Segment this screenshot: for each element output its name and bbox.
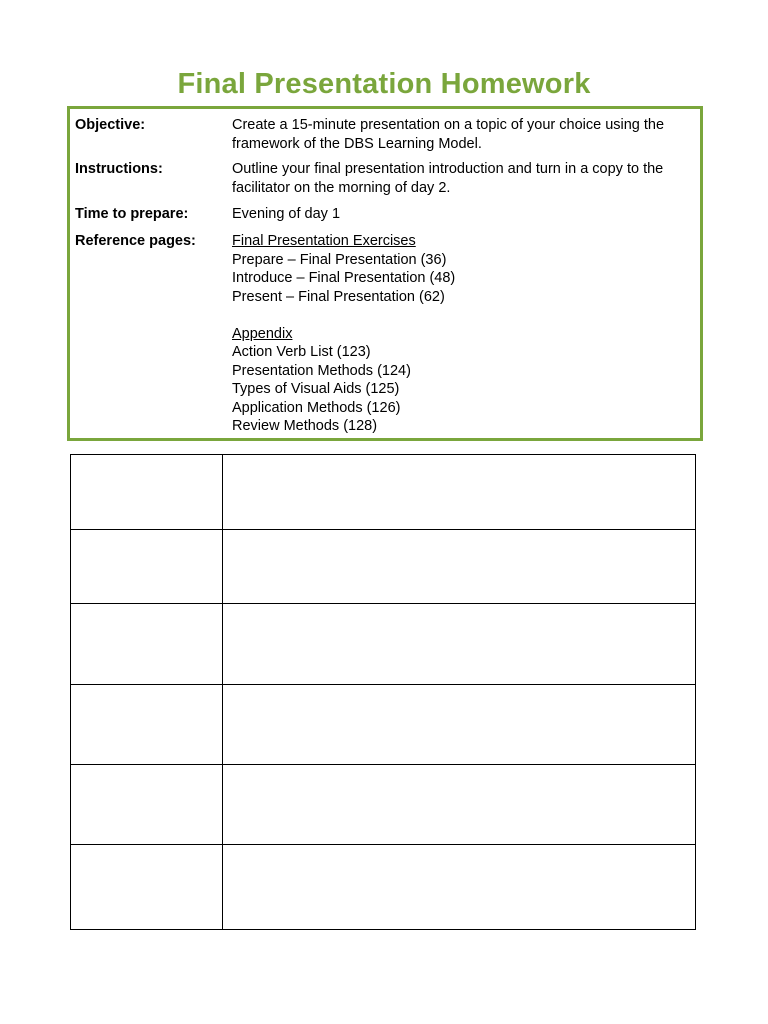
blank-label-cell[interactable] [71, 530, 222, 603]
reference-item: Application Methods (126) [232, 399, 401, 416]
blank-content-cell[interactable] [223, 455, 695, 529]
reference-item: Present – Final Presentation (62) [232, 288, 445, 305]
blank-content-cell[interactable] [223, 604, 695, 684]
homework-info-box [67, 106, 703, 441]
objective-value [232, 116, 692, 153]
reference-item: Prepare – Final Presentation (36) [232, 251, 447, 268]
exercises-heading: Final Presentation Exercises [232, 233, 416, 249]
objective-label: Objective: [75, 117, 146, 133]
instructions-line: Outline your final presentation introduction and turn in a copy to the [232, 161, 664, 177]
blank-content-cell[interactable] [223, 845, 695, 929]
page-title: Final Presentation Homework [177, 68, 591, 100]
reference-list [232, 232, 692, 436]
reference-item: Presentation Methods (124) [232, 362, 411, 379]
blank-label-cell[interactable] [71, 845, 222, 929]
blank-content-cell[interactable] [223, 685, 695, 764]
spacer [232, 306, 692, 325]
blank-outline-table [70, 454, 696, 930]
appendix-heading: Appendix [232, 325, 293, 342]
time-value-text: Evening of day 1 [232, 206, 341, 222]
reference-item: Review Methods (128) [232, 418, 378, 434]
reference-label: Reference pages: [75, 233, 196, 249]
reference-item: Types of Visual Aids (125) [232, 381, 400, 397]
blank-content-cell[interactable] [223, 530, 695, 603]
time-label: Time to prepare: [75, 206, 189, 222]
blank-label-cell[interactable] [71, 604, 222, 684]
blank-content-cell[interactable] [223, 765, 695, 844]
instructions-label: Instructions: [75, 161, 163, 177]
reference-item: Action Verb List (123) [232, 344, 371, 360]
time-value [232, 205, 692, 224]
blank-label-cell[interactable] [71, 685, 222, 764]
objective-line: framework of the DBS Learning Model. [232, 135, 482, 152]
blank-label-cell[interactable] [71, 455, 222, 529]
instructions-line: facilitator on the morning of day 2. [232, 179, 451, 196]
instructions-value [232, 160, 692, 197]
blank-label-cell[interactable] [71, 765, 222, 844]
objective-line: Create a 15-minute presentation on a topic of your choice using the [232, 117, 665, 133]
reference-item: Introduce – Final Presentation (48) [232, 270, 456, 286]
